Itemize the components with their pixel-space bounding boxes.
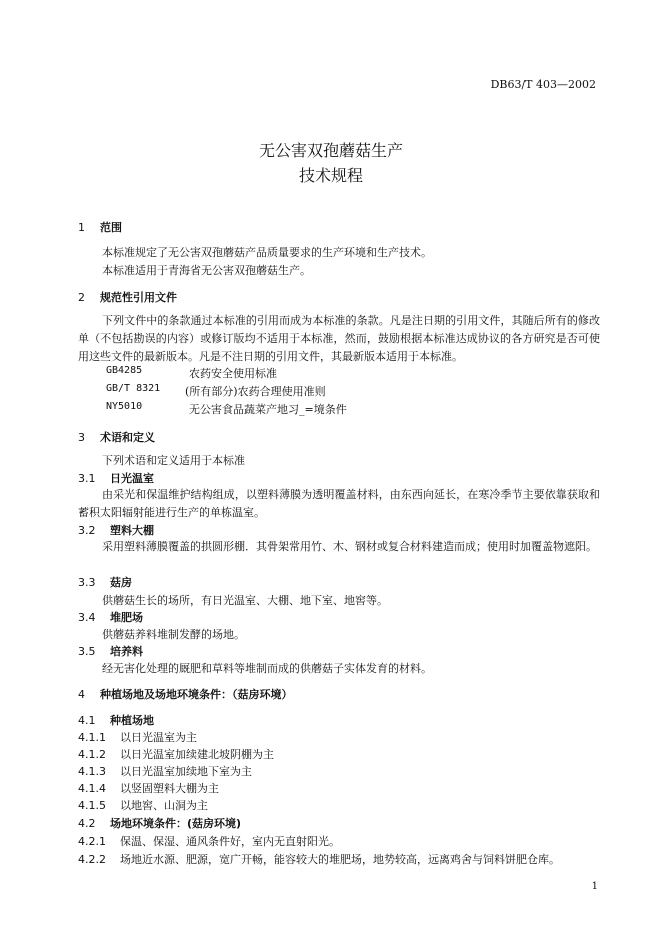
item-text: 以地窖、山洞为主 bbox=[120, 799, 208, 812]
section-3-paragraph: 下列术语和定义适用于本标准 bbox=[102, 454, 245, 467]
section-title: 规范性引用文件 bbox=[100, 291, 177, 304]
term-heading bbox=[78, 609, 143, 625]
list-item bbox=[78, 746, 274, 762]
item-text: 以日光温室为主 bbox=[120, 731, 197, 744]
section-number: 3 bbox=[78, 431, 85, 444]
term-heading bbox=[78, 470, 154, 486]
item-number: 4.1.5 bbox=[78, 799, 106, 812]
section-number: 1 bbox=[78, 221, 85, 234]
term-title: 堆肥场 bbox=[110, 611, 143, 624]
item-text: 以日光温室加续建北坡阴棚为主 bbox=[120, 748, 274, 761]
item-text: 以日光温室加续地下室为主 bbox=[120, 765, 252, 778]
term-number: 3.2 bbox=[78, 524, 96, 537]
section-2-heading bbox=[78, 289, 177, 305]
item-text: 场地近水源、肥源，宽广开畅，能容较大的堆肥场，地势较高，远离鸡舍与饲料饼肥仓库。 bbox=[120, 853, 560, 866]
section-1-paragraph-2: 本标准适用于青海省无公害双孢蘑菇生产。 bbox=[102, 264, 311, 277]
list-item bbox=[78, 780, 219, 796]
list-item bbox=[78, 763, 252, 779]
section-title: 术语和定义 bbox=[100, 431, 155, 444]
section-title: 种植场地及场地环境条件：（菇房环境） bbox=[100, 688, 293, 701]
item-number: 4.2.2 bbox=[78, 853, 106, 866]
doc-title-line2: 技术规程 bbox=[298, 166, 363, 185]
section-title: 范围 bbox=[100, 221, 122, 234]
ref-code: NY5010 bbox=[106, 401, 143, 412]
item-text: 以竖固塑料大棚为主 bbox=[120, 782, 219, 795]
item-number: 4.2.1 bbox=[78, 835, 106, 848]
ref-code: GB/T 8321 bbox=[106, 383, 161, 394]
item-number: 4.1.2 bbox=[78, 748, 106, 761]
item-number: 4.1.3 bbox=[78, 765, 106, 778]
section-3-heading bbox=[78, 429, 155, 445]
ref-name: 无公害食品蔬菜产地习_=境条件 bbox=[189, 403, 347, 416]
term-number: 3.3 bbox=[78, 576, 96, 589]
item-number: 4.1.4 bbox=[78, 782, 106, 795]
term-number: 3.4 bbox=[78, 611, 96, 624]
item-number: 4.1.1 bbox=[78, 731, 106, 744]
section-1-heading bbox=[78, 219, 122, 235]
page-number: 1 bbox=[591, 881, 598, 892]
term-definition: 采用塑料薄膜覆盖的拱圆形棚．其骨架常用竹、木、钢材或复合材料建造而成；使用时加覆盖物遮阳。 bbox=[102, 540, 597, 553]
list-item bbox=[78, 833, 340, 849]
term-definition: 供蘑菇养料堆制发酵的场地。 bbox=[102, 628, 245, 641]
subsection-title: 种植场地 bbox=[110, 714, 154, 727]
subsection-title: 场地环境条件：(菇房环境) bbox=[110, 817, 242, 830]
term-heading bbox=[78, 643, 143, 659]
list-item bbox=[78, 851, 560, 867]
item-text: 保温、保湿、通风条件好，室内无直射阳光。 bbox=[120, 835, 340, 848]
term-title: 塑料大棚 bbox=[110, 524, 154, 537]
term-title: 菇房 bbox=[110, 576, 132, 589]
list-item bbox=[78, 797, 208, 813]
term-title: 培养料 bbox=[110, 645, 143, 658]
subsection-number: 4.2 bbox=[78, 817, 96, 830]
term-number: 3.5 bbox=[78, 645, 96, 658]
term-definition: 供蘑菇生长的场所，有日光温室、大棚、地下室、地窖等。 bbox=[102, 594, 388, 607]
term-heading bbox=[78, 522, 154, 538]
doc-title-line1: 无公害双孢蘑菇生产 bbox=[258, 141, 403, 160]
term-definition: 由采光和保温维护结构组成，以塑料薄膜为透明覆盖材料，由东西向延长，在寒冷季节主要依靠获取和蓄积太阳辐射能进行生产的单栋温室。 bbox=[78, 488, 600, 519]
term-title: 日光温室 bbox=[110, 472, 154, 485]
subsection-heading bbox=[78, 815, 241, 831]
subsection-number: 4.1 bbox=[78, 714, 96, 727]
subsection-heading bbox=[78, 712, 154, 728]
section-number: 2 bbox=[78, 291, 85, 304]
ref-name: 农药安全使用标准 bbox=[189, 367, 277, 380]
section-4-heading bbox=[78, 686, 293, 702]
ref-code: GB4285 bbox=[106, 365, 143, 376]
term-definition: 经无害化处理的厩肥和草料等堆制而成的供蘑菇子实体发育的材料。 bbox=[102, 662, 432, 675]
term-heading bbox=[78, 574, 132, 590]
ref-name: (所有部分)农药合理使用准则 bbox=[185, 385, 326, 398]
term-number: 3.1 bbox=[78, 472, 96, 485]
section-1-paragraph-1: 本标准规定了无公害双孢蘑菇产品质量要求的生产环境和生产技术。 bbox=[102, 246, 432, 259]
list-item bbox=[78, 729, 197, 745]
section-number: 4 bbox=[78, 688, 85, 701]
standard-number: DB63/T 403—2002 bbox=[490, 78, 596, 91]
section-2-paragraph: 下列文件中的条款通过本标准的引用而成为本标准的条款。凡是注日期的引用文件，其随后所有的修改单（不包括勘误的内容）或修订版均不适用于本标准，然而，鼓励根据本标准达成协议的各方研究是否可使用这些文件的最新版本。凡是不注日期的引用文件，其最新版本适用于本标准。 bbox=[78, 314, 600, 363]
